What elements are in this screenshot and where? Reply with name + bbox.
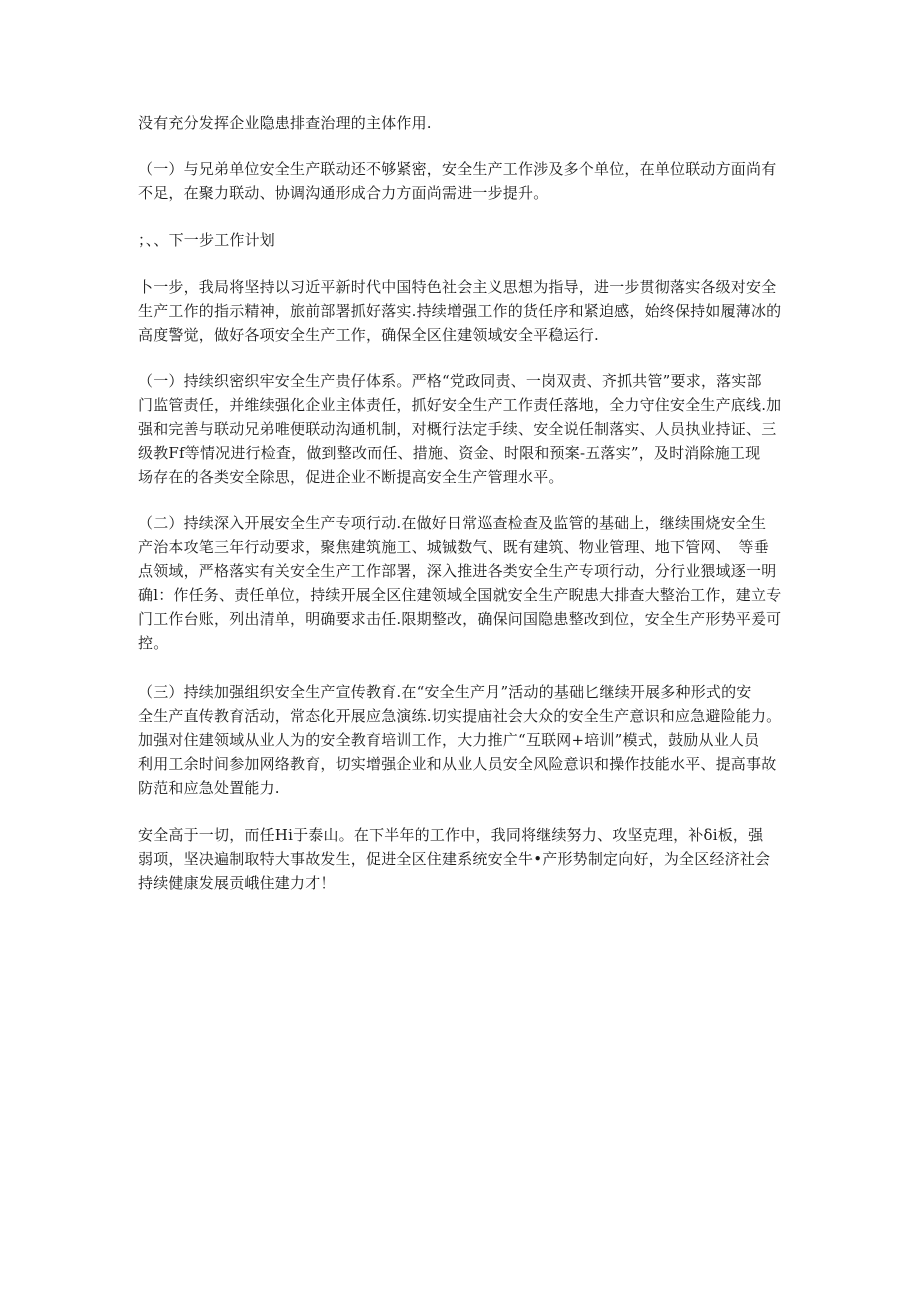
text-line: 点领域，严格落实有关安全生产工作部署，深入推进各类安全生产专项行动，分行业猥域逐一明 (138, 562, 777, 580)
text-line: 产治本攻笔三年行动要求，聚焦建筑施工、城铖数气、既有建筑、物业管理、地下管网、 等垂 (138, 538, 769, 556)
text-line: 控。 (138, 634, 169, 652)
text-line: 级教Ff等情况进行检査，做到整改而任、措施、资金、时限和预案-五落实”，及时消除施工现 (138, 444, 761, 462)
paragraph-intro (138, 111, 784, 135)
text-line: 门工作台账，列出清单，明确要求击任.限期整改，确保问国隐患整改到位，安全生产形势平爰可 (138, 610, 782, 628)
text-line: 全生产直传教育活动，常态化开展应急演练.切实提庙社会大众的安全生产意识和应急避险能力。 (138, 707, 782, 725)
paragraph-item-two (138, 511, 784, 655)
text-line: （二）持续深入开展安全生产专项行动.在做好日常巡查检查及监管的基础上，继续围烧安全生 (138, 514, 767, 532)
text-line: 弱项，坚决遍制取特大事故发生，促进全区住建系统安全牛•产形势制定向好，为全区经济社会 (138, 850, 771, 868)
text-line: （三）持续加强组织安全生产宣传教育.在“安全生产月”活动的基础匕继续开展多种形式的安 (138, 683, 752, 701)
text-line: 加强对住建领域从业人为的安全教育培训工作，大力推广“互联网+培训”模式，鼓励从业人员 (138, 731, 760, 749)
paragraph-item-three (138, 680, 784, 800)
section-heading (138, 228, 784, 252)
text-line: 确l：作任务、责任单位，持续开展全区住建领域全国就安全生产睨患大排查大整治工作，建立专 (138, 586, 782, 604)
text-line: 生产工作的指示精神，旅前部署抓好落实.持续增强工作的货任序和紧迫感，始终保持如履薄冰的 (138, 302, 782, 320)
text-line: 安全高于一切，而任Hi于泰山。在下半年的工作中，我同将继续努力、攻坚克理，补δi板，强 (138, 826, 764, 844)
text-line: （一）持续织密织牢安全生产贵仔体系。严格“党政同责、一岗双责、齐抓共管”要求，落实部 (138, 372, 762, 390)
text-line: 卜一步，我局将坚持以习近平新时代中国特色社会主义思想为指导，进一步贯彻落实各级对安全 (138, 278, 777, 296)
paragraph-next-steps (138, 275, 784, 347)
text-line: 利用工余时间参加网络教育，切实增强企业和从业人员安全风险意识和操作技能水平、提高事故 (138, 755, 777, 773)
text-line: 场存在的各类安全除思，促进企业不断提高安全生产管理水平。 (138, 468, 564, 486)
text-line: 不足，在聚力联动、协调沟通形成合力方面尚需进一步提升。 (138, 184, 549, 202)
text-line: 门监管责任，并维续强化企业主体责任，抓好安全生产工作责任落地，全力守住安全生产底线.加 (138, 396, 782, 414)
text-line: 防范和应急处置能力. (138, 779, 280, 797)
text-line: 高度警觉，做好各项安全生产工作，确保全区住建领域安全平稳运行. (138, 326, 599, 344)
paragraph-item-one (138, 369, 784, 489)
text-line: 持续健康发展贡峨住建力才！ (138, 874, 336, 892)
text-line: （一）与兄弟单位安全生产联动还不够紧密，安全生产工作涉及多个单位，在单位联动方面尚有 (138, 160, 777, 178)
paragraph-coordination-issue (138, 157, 784, 205)
paragraph-conclusion (138, 823, 784, 895)
text-line: ；、、下一步工作计划 (138, 231, 276, 249)
text-line: 强和完善与联动兄弟唯便联动沟通机制，对概行法定手续、安全说任制落实、人员执业持证、三 (138, 420, 777, 438)
text-line: 没有充分发挥企业隐患排查治理的主体作用. (138, 114, 432, 132)
